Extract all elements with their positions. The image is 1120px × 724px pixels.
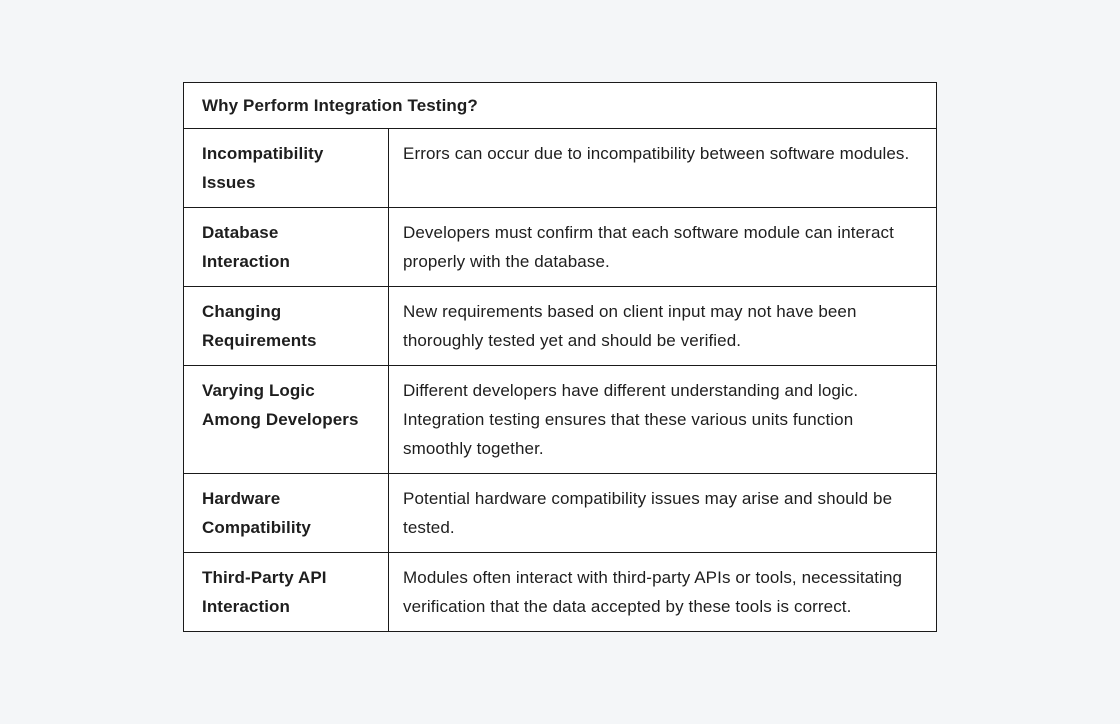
row-description: Different developers have different understanding and logic. Integration testing ensures that these various units function smoothly together. <box>403 381 859 458</box>
integration-testing-table <box>183 82 937 632</box>
row-description: Developers must confirm that each software module can interact properly with the database. <box>403 223 894 271</box>
row-label: Incompatibility Issues <box>184 129 389 207</box>
row-label: Hardware Compatibility <box>184 474 389 552</box>
table-row <box>184 207 936 286</box>
row-label: Varying Logic Among Developers <box>184 366 389 473</box>
row-description: Potential hardware compatibility issues may arise and should be tested. <box>403 489 893 537</box>
table-row <box>184 552 936 631</box>
row-description: New requirements based on client input may not have been thoroughly tested yet and should be verified. <box>403 302 857 350</box>
row-label: Changing Requirements <box>184 287 389 365</box>
row-description: Errors can occur due to incompatibility between software modules. <box>403 144 910 163</box>
table-row <box>184 128 936 207</box>
table-title: Why Perform Integration Testing? <box>202 96 478 115</box>
row-label: Database Interaction <box>184 208 389 286</box>
table-row <box>184 473 936 552</box>
row-description: Modules often interact with third-party APIs or tools, necessitating verification that the data accepted by these tools is correct. <box>403 568 903 616</box>
row-label: Third-Party API Interaction <box>184 553 389 631</box>
table-row <box>184 365 936 473</box>
table-row <box>184 286 936 365</box>
